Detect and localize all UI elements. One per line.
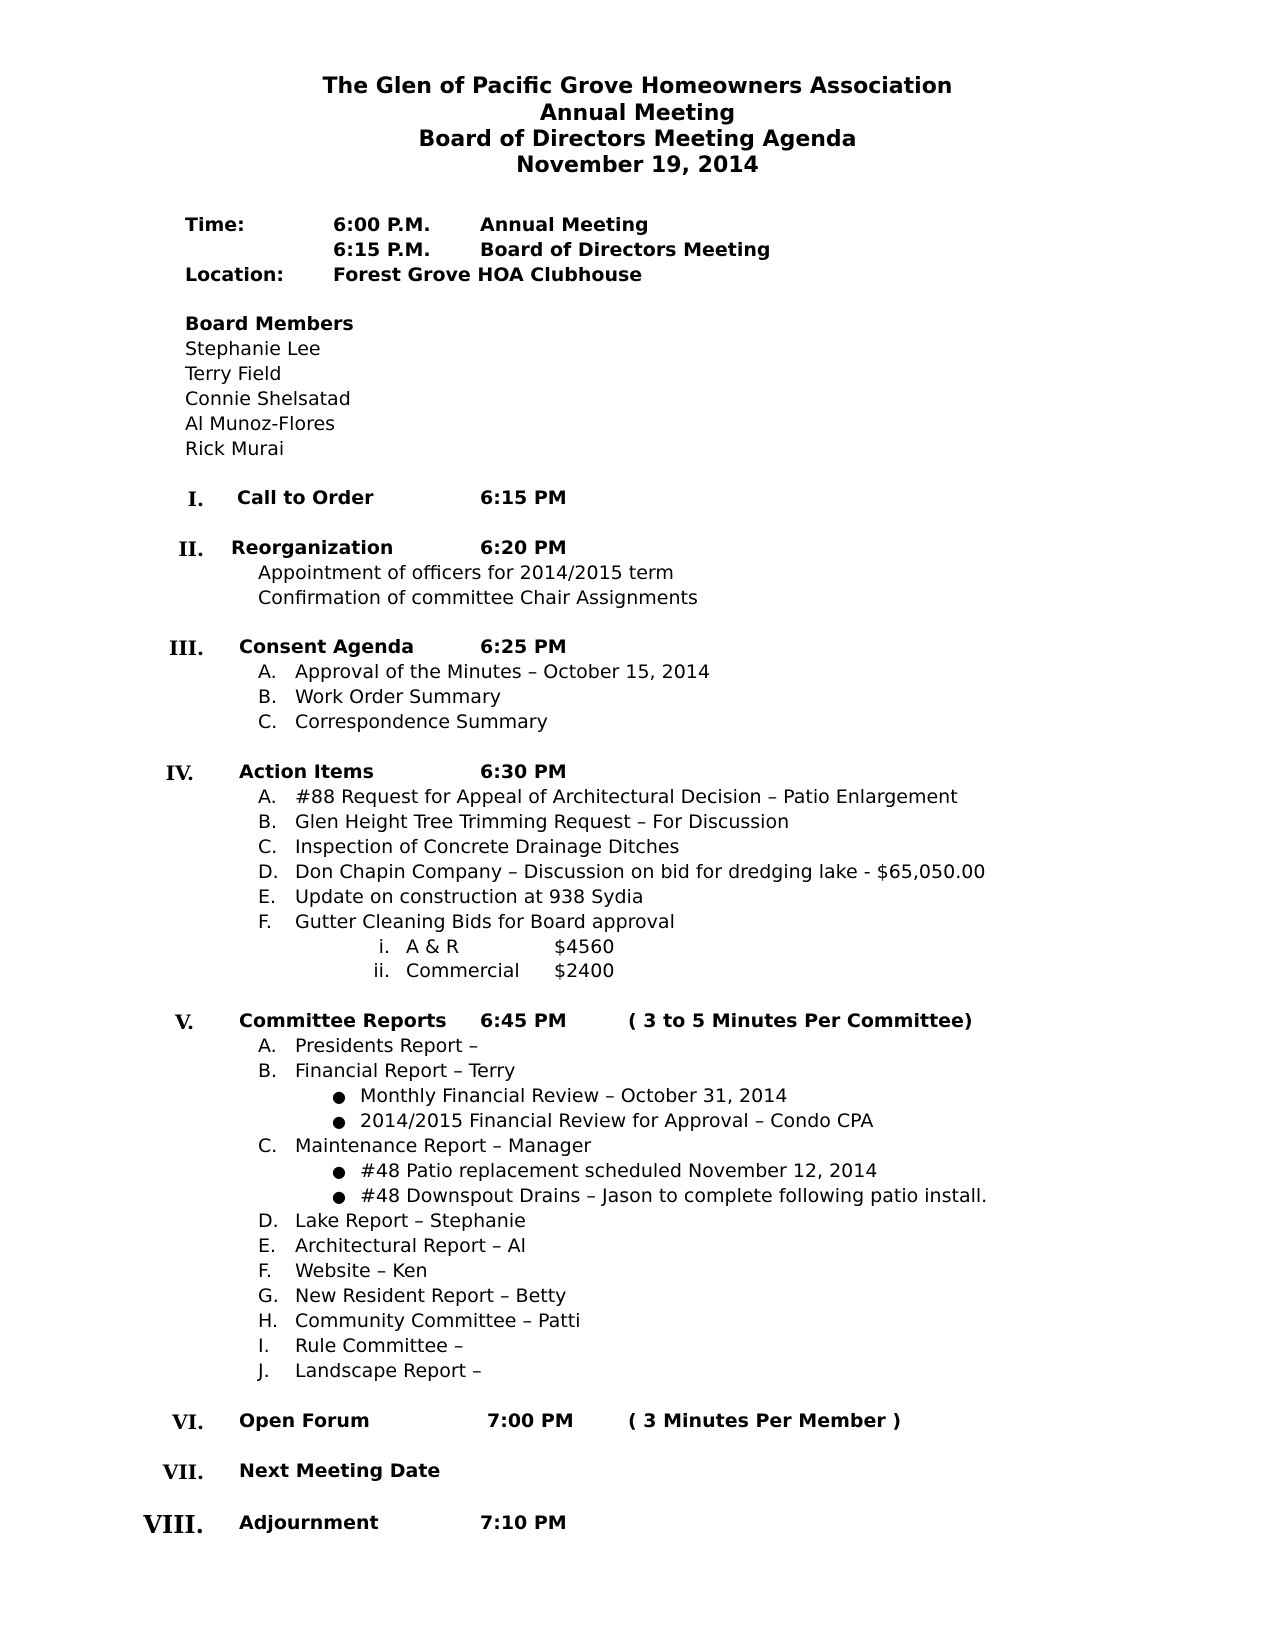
bid-amount: $4560 xyxy=(554,936,615,958)
section-time: 6:30 PM xyxy=(480,761,567,783)
section-time: 6:25 PM xyxy=(480,636,567,658)
item-text: Correspondence Summary xyxy=(295,711,548,733)
section-time: 7:10 PM xyxy=(480,1512,567,1534)
bullet-icon: ● xyxy=(332,1112,346,1131)
bullet-icon: ● xyxy=(332,1187,346,1206)
section-note: ( 3 to 5 Minutes Per Committee) xyxy=(628,1010,973,1032)
meeting-type: Annual Meeting xyxy=(539,101,736,126)
board-member: Stephanie Lee xyxy=(185,338,321,360)
location-label: Location: xyxy=(185,264,285,286)
section-number: IV. xyxy=(165,761,194,785)
board-member: Terry Field xyxy=(185,363,282,385)
agenda-line: Confirmation of committee Chair Assignments xyxy=(258,587,698,609)
item-text: Lake Report – Stephanie xyxy=(295,1210,526,1232)
item-text: Community Committee – Patti xyxy=(295,1310,581,1332)
section-number: VII. xyxy=(162,1460,204,1484)
item-letter: C. xyxy=(258,836,278,858)
item-letter: B. xyxy=(258,1060,278,1082)
item-letter: A. xyxy=(258,786,277,808)
section-time: 6:45 PM xyxy=(480,1010,567,1032)
section-title: Call to Order xyxy=(237,487,374,509)
item-letter: F. xyxy=(258,911,272,933)
section-title: Action Items xyxy=(239,761,374,783)
item-text: Financial Report – Terry xyxy=(295,1060,516,1082)
section-time: 6:15 PM xyxy=(480,487,567,509)
item-letter: J. xyxy=(258,1360,270,1382)
item-text: Rule Committee – xyxy=(295,1335,464,1357)
item-text: Inspection of Concrete Drainage Ditches xyxy=(295,836,680,858)
item-letter: B. xyxy=(258,811,278,833)
item-letter: D. xyxy=(258,861,279,883)
item-text: Maintenance Report – Manager xyxy=(295,1135,592,1157)
item-letter: F. xyxy=(258,1260,272,1282)
item-letter: H. xyxy=(258,1310,278,1332)
section-number: V. xyxy=(175,1010,194,1034)
section-number: III. xyxy=(168,636,204,660)
section-title: Next Meeting Date xyxy=(239,1460,441,1482)
bullet-text: Monthly Financial Review – October 31, 2014 xyxy=(360,1085,788,1107)
item-text: Website – Ken xyxy=(295,1260,428,1282)
item-text: Glen Height Tree Trimming Request – For Discussion xyxy=(295,811,790,833)
board-member: Al Munoz-Flores xyxy=(185,413,336,435)
bullet-text: 2014/2015 Financial Review for Approval – Condo CPA xyxy=(360,1110,874,1132)
section-number: VI. xyxy=(172,1410,204,1434)
bullet-text: #48 Downspout Drains – Jason to complete following patio install. xyxy=(360,1185,988,1207)
item-text: Approval of the Minutes – October 15, 2014 xyxy=(295,661,710,683)
item-letter: E. xyxy=(258,1235,277,1257)
time-annual: 6:00 P.M. xyxy=(333,214,431,236)
item-letter: D. xyxy=(258,1210,279,1232)
item-letter: E. xyxy=(258,886,277,908)
bid-number: ii. xyxy=(373,960,390,982)
agenda-line: Appointment of officers for 2014/2015 term xyxy=(258,562,674,584)
board-member: Connie Shelsatad xyxy=(185,388,351,410)
time-label: Time: xyxy=(185,214,245,236)
event-annual: Annual Meeting xyxy=(480,214,649,236)
item-text: Work Order Summary xyxy=(295,686,502,708)
section-title: Open Forum xyxy=(239,1410,370,1432)
location-value: Forest Grove HOA Clubhouse xyxy=(333,264,643,286)
board-member: Rick Murai xyxy=(185,438,285,460)
item-letter: C. xyxy=(258,1135,278,1157)
section-time: 6:20 PM xyxy=(480,537,567,559)
association-title: The Glen of Pacific Grove Homeowners Association xyxy=(322,74,953,99)
item-text: #88 Request for Appeal of Architectural Decision – Patio Enlargement xyxy=(295,786,958,808)
item-text: New Resident Report – Betty xyxy=(295,1285,567,1307)
bid-name: A & R xyxy=(406,936,460,958)
item-letter: A. xyxy=(258,661,277,683)
meeting-date: November 19, 2014 xyxy=(516,153,759,178)
item-text: Don Chapin Company – Discussion on bid for dredging lake - $65,050.00 xyxy=(295,861,986,883)
section-number: I. xyxy=(187,487,204,511)
bid-number: i. xyxy=(378,936,390,958)
section-title: Reorganization xyxy=(231,537,394,559)
item-text: Landscape Report – xyxy=(295,1360,482,1382)
bid-name: Commercial xyxy=(406,960,520,982)
item-text: Presidents Report – xyxy=(295,1035,479,1057)
event-board: Board of Directors Meeting xyxy=(480,239,771,261)
bullet-icon: ● xyxy=(332,1087,346,1106)
time-board: 6:15 P.M. xyxy=(333,239,431,261)
section-number: II. xyxy=(178,537,204,561)
item-text: Gutter Cleaning Bids for Board approval xyxy=(295,911,675,933)
item-letter: C. xyxy=(258,711,278,733)
item-text: Update on construction at 938 Sydia xyxy=(295,886,644,908)
agenda-title: Board of Directors Meeting Agenda xyxy=(418,127,857,152)
section-note: ( 3 Minutes Per Member ) xyxy=(628,1410,902,1432)
bid-amount: $2400 xyxy=(554,960,615,982)
item-letter: G. xyxy=(258,1285,279,1307)
section-number: VIII. xyxy=(143,1510,204,1539)
item-letter: A. xyxy=(258,1035,277,1057)
item-text: Architectural Report – Al xyxy=(295,1235,526,1257)
board-members-heading: Board Members xyxy=(185,313,354,335)
section-time: 7:00 PM xyxy=(487,1410,574,1432)
item-letter: I. xyxy=(258,1335,270,1357)
section-title: Adjournment xyxy=(239,1512,379,1534)
bullet-text: #48 Patio replacement scheduled November 12, 2014 xyxy=(360,1160,878,1182)
section-title: Committee Reports xyxy=(239,1010,447,1032)
section-title: Consent Agenda xyxy=(239,636,415,658)
bullet-icon: ● xyxy=(332,1162,346,1181)
item-letter: B. xyxy=(258,686,278,708)
